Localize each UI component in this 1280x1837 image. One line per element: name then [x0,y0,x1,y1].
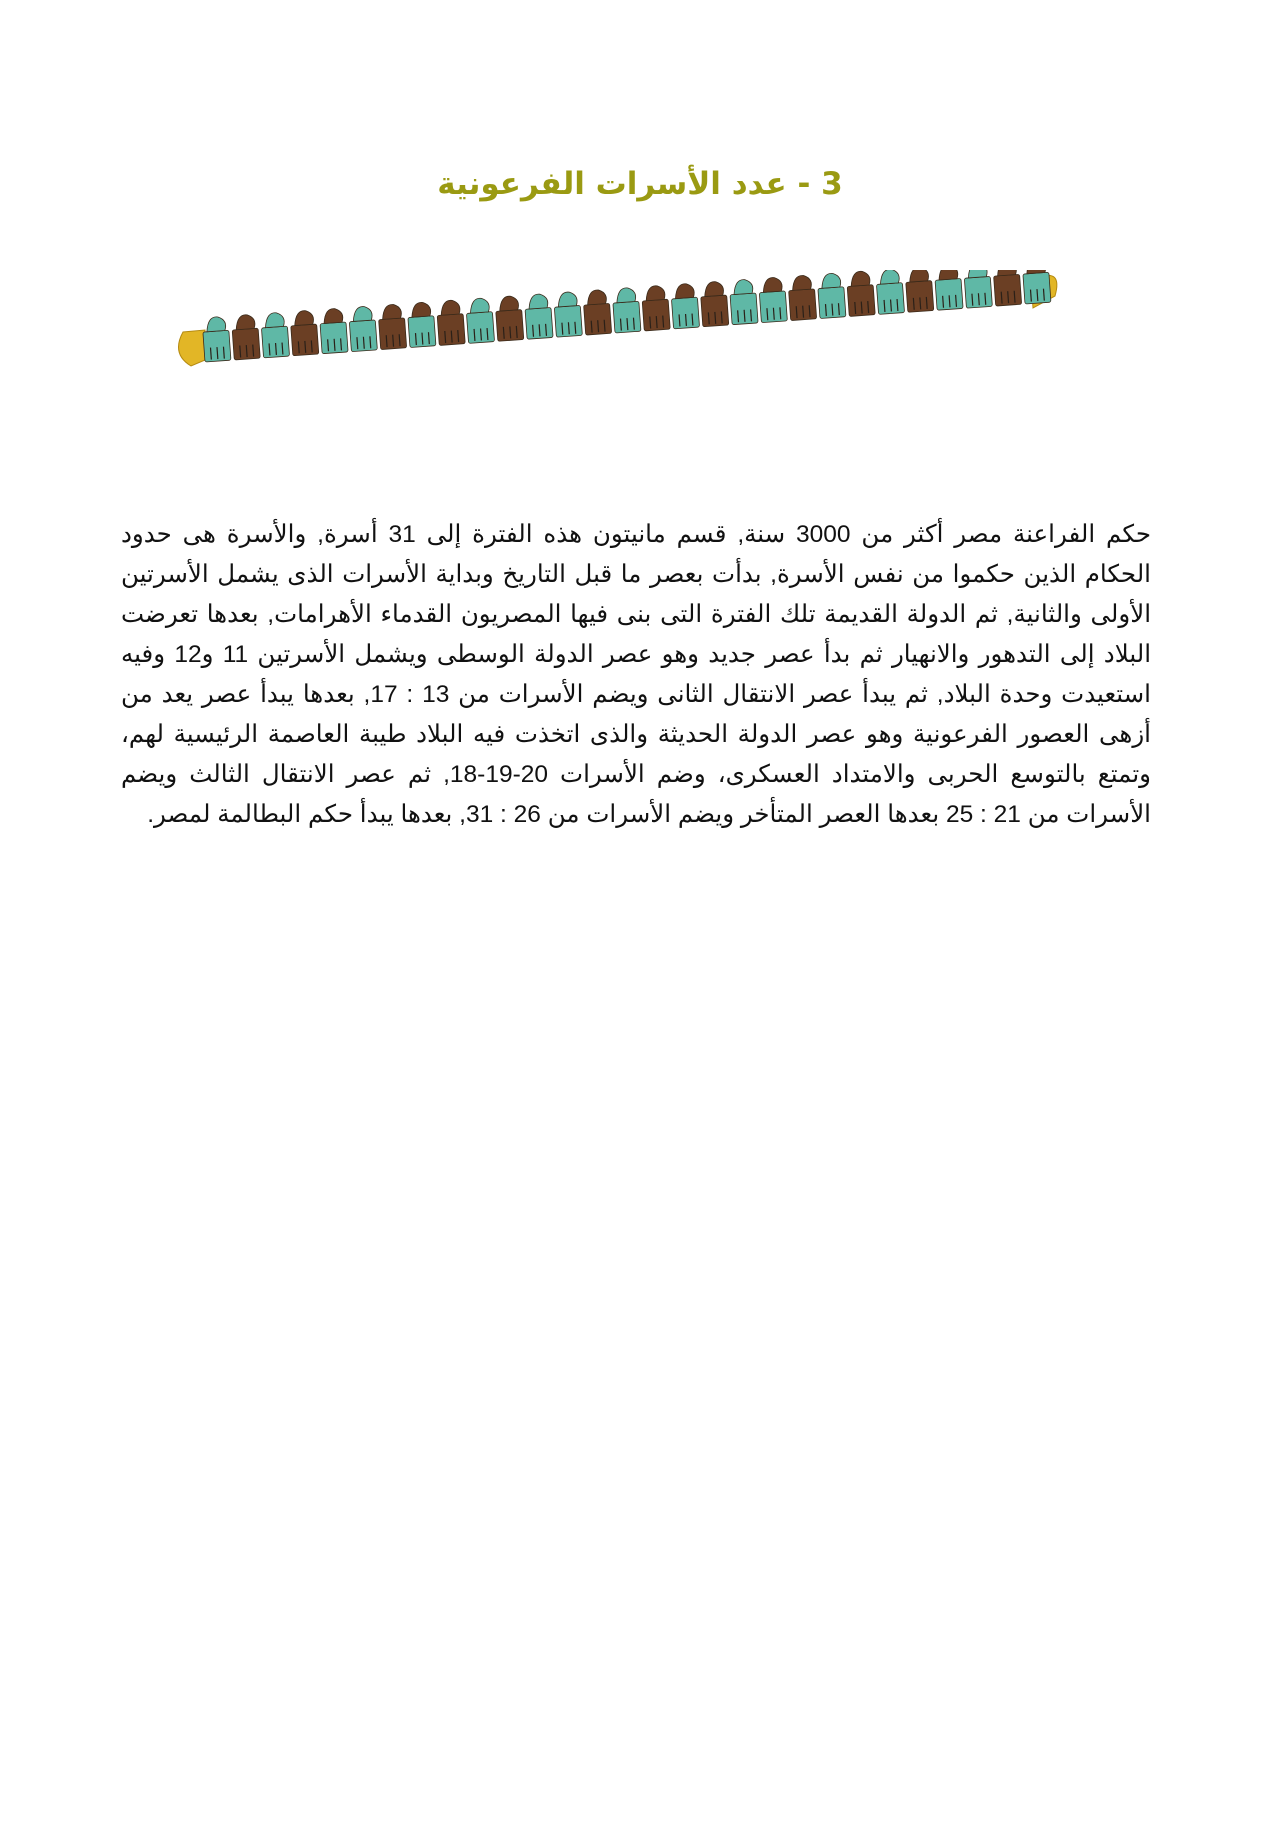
bracelet-bead [612,287,641,333]
bracelet-bead [465,297,494,343]
bracelet-bead [641,285,670,331]
bracelet-bead [260,312,289,358]
page-title: 3 - عدد الأسرات الفرعونية [437,166,843,202]
bracelet-bead [670,283,699,329]
bracelet-bead [378,304,407,350]
body-paragraph: حكم الفراعنة مصر أكثر من 3000 سنة, قسم مانيتون هذه الفترة إلى 31 أسرة, والأسرة هى حدود الحكام الذين حكموا من نفس الأسرة, بدأت بعصر ما قبل التاريخ وبداية الأسرات الذى يشمل الأسرتين الأولى والثانية, ثم الدولة القديمة تلك الفترة التى بنى فيها المصريون القدماء الأهرامات, بعدها تعرضت البلاد إلى التدهور والانهيار ثم بدأ عصر جديد وهو عصر الدولة الوسطى ويشمل الأسرتين 11 و12 وفيه استعيدت وحدة البلاد, ثم يبدأ عصر الانتقال الثانى ويضم الأسرات من 13 : 17, بعدها يبدأ عصر يعد من أزهى العصور الفرعونية وهو عصر الدولة الحديثة والذى اتخذت فيه البلاد طيبة العاصمة الرئيسية لهم، وتمتع بالتوسع الحربى والامتداد العسكرى، وضم الأسرات 20-19-18, ثم عصر الانتقال الثالث ويضم الأسرات من 21 : 25 بعدها العصر المتأخر ويضم الأسرات من 26 : 31, بعدها يبدأ حكم البطالمة لمصر. [121,521,1152,828]
bracelet-bead [875,270,904,314]
bracelet-bead [231,314,260,360]
bracelet-bead [817,273,846,319]
bracelet-bead [758,277,787,323]
bracelet-gold-cap-left [179,330,206,366]
bracelet-bead [202,316,231,362]
bracelet-bead [319,308,348,354]
bracelet-bead [846,271,875,317]
bracelet-beads [202,270,1051,362]
bracelet-bead [436,300,465,346]
bracelet-bead [407,302,436,348]
bracelet-bead [495,295,524,341]
bracelet-bead [348,306,377,352]
bracelet-bead [290,310,319,356]
bracelet-bead [524,293,553,339]
bracelet-bead [993,270,1022,306]
bracelet-bead [1022,270,1051,304]
bracelet-bead [934,270,963,310]
bracelet-image [175,270,1065,390]
bracelet-bead [788,275,817,321]
bracelet-bead [583,289,612,335]
bracelet-bead [729,279,758,325]
bracelet-bead [905,270,934,312]
bracelet-bead [700,281,729,327]
bracelet-bead [553,291,582,337]
bracelet-bead [963,270,992,308]
